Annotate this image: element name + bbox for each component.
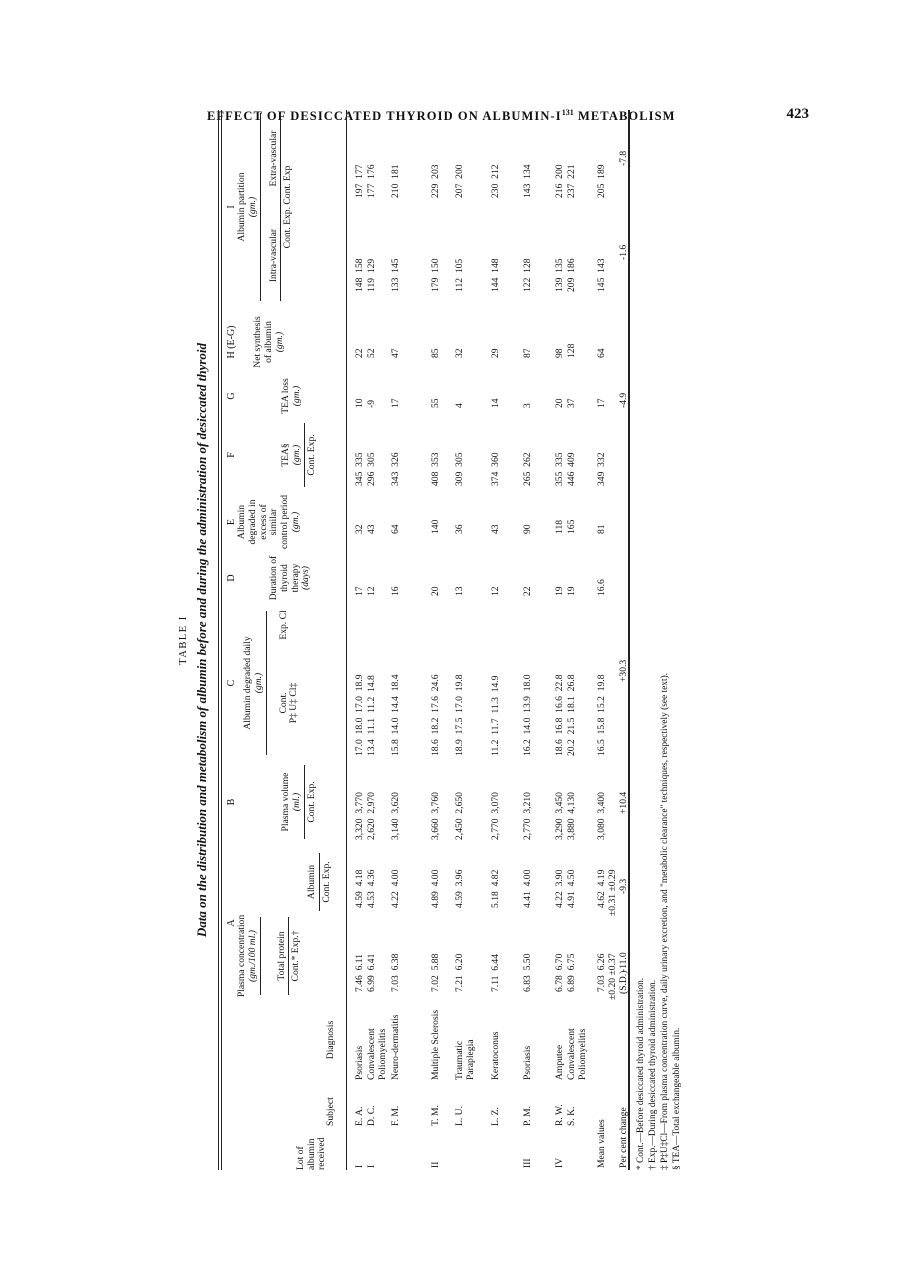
table-cell-tp: 7.02 5.88 <box>430 953 441 992</box>
table-cell-subject: T. M. <box>430 1105 441 1126</box>
header-lot: Lot of albumin received <box>295 1137 328 1170</box>
mean-dur: 16.6 <box>596 579 607 596</box>
table-cell-diagnosis: Psoriasis <box>522 1045 533 1080</box>
table-cell-net: 52 <box>366 348 377 358</box>
change-alb: -9.3 <box>618 878 629 894</box>
header-i-bar <box>260 113 261 301</box>
table-cell-loss: -9 <box>366 400 377 408</box>
table-cell-lot: I <box>354 1164 365 1168</box>
header-i-bar2 <box>280 113 281 301</box>
table-cell-pv: 2,450 2,650 <box>454 792 465 840</box>
footnote-4: § TEA—Total exchangeable albumin. <box>672 1027 682 1170</box>
table-cell-diagnosis: Psoriasis <box>354 1045 365 1080</box>
table-cell-tea: 446 409 <box>566 452 577 486</box>
table-cell-excess: 36 <box>454 524 465 534</box>
table-cell-deg: 17.0 18.0 17.0 18.9 <box>354 674 365 756</box>
table-cell-intra: 133 145 <box>390 258 401 292</box>
table-cell-excess: 32 <box>354 524 365 534</box>
header-i-unit: (gm.) <box>246 196 258 218</box>
header-c-sub <box>279 608 300 758</box>
header-i-title: Albumin partition <box>236 172 248 242</box>
table-cell-tea: 265 262 <box>522 452 533 486</box>
table-cell-tea: 355 335 <box>554 452 565 486</box>
table-cell-extra: 207 200 <box>454 164 465 198</box>
header-h-title: Net synthesis of albumin <box>252 316 274 368</box>
table-cell-dur: 19 <box>566 586 577 596</box>
footnote-2: † Exp.—During desiccated thyroid administration. <box>648 979 658 1170</box>
running-head: EFFECT OF DESICCATED THYROID ON ALBUMIN-$I^{131}$ METABOLISM <box>207 108 676 124</box>
table-cell-tp: 6.83 5.50 <box>522 953 533 992</box>
table-cell-dur: 12 <box>366 586 377 596</box>
table-cell-loss: 3 <box>522 403 533 408</box>
table-cell-excess: 140 <box>430 519 441 534</box>
table-cell-net: 98 <box>554 348 565 358</box>
header-c-unit: (gm.) <box>252 672 264 694</box>
table-cell-net: 29 <box>490 348 501 358</box>
table-cell-excess: 64 <box>390 524 401 534</box>
table-cell-subject: P. M. <box>522 1106 533 1126</box>
table-cell-alb: 4.22 4.00 <box>390 869 401 908</box>
table-cell-dur: 20 <box>430 586 441 596</box>
table-cell-diagnosis: Multiple Sclerosis <box>430 1009 441 1080</box>
table-cell-diagnosis: Neuro-dermatitis <box>390 1014 401 1080</box>
table-cell-intra: 119 129 <box>366 258 377 292</box>
table-cell-pv: 3,140 3,620 <box>390 792 401 840</box>
mean-sd-label: (S.D.) <box>618 970 629 994</box>
header-b-cols: Cont. Exp. <box>305 781 317 823</box>
change-intra: -1.6 <box>618 244 629 260</box>
header-subject: Subject <box>325 1097 336 1126</box>
header-group-c <box>226 608 300 758</box>
table-cell-intra: 122 128 <box>522 258 533 292</box>
mean-tp: 7.03 6.26 <box>596 953 607 992</box>
header-a-total <box>237 914 332 998</box>
mean-extra: 205 189 <box>596 164 607 198</box>
header-a-alb <box>237 850 332 914</box>
table-cell-alb: 4.53 4.36 <box>366 869 377 908</box>
table-cell-tp: 7.11 6.44 <box>490 953 501 992</box>
header-group-i <box>226 110 294 304</box>
header-h-letter: H (E-G) <box>226 325 237 359</box>
table-cell-subject: L. U. <box>454 1106 465 1126</box>
header-e-letter: E <box>226 518 237 526</box>
table-cell-loss: 20 <box>554 398 565 408</box>
rotated-table <box>178 110 738 1170</box>
header-c-title: Albumin degraded daily <box>242 636 254 730</box>
header-a-bar3 <box>319 853 320 911</box>
table-cell-net: 22 <box>354 348 365 358</box>
table-cell-diagnosis: Convalescent Poliomyelitis <box>566 1028 589 1080</box>
table-cell-deg: 20.2 21.5 18.1 26.8 <box>566 674 577 756</box>
table-cell-extra: 143 134 <box>522 164 533 198</box>
header-f-cols: Cont. Exp. <box>305 434 317 476</box>
header-diagnosis: Diagnosis <box>325 1020 336 1060</box>
header-g-unit: (gm.) <box>290 385 302 407</box>
change-tea: -4.9 <box>618 392 629 408</box>
header-group-a <box>226 848 333 998</box>
table-cell-tp: 7.21 6.20 <box>454 953 465 992</box>
table-cell-loss: 4 <box>454 403 465 408</box>
mean-alb-sd: ±0.31 ±0.29 <box>607 869 618 916</box>
header-b-title: Plasma volume <box>280 772 292 832</box>
header-group-b <box>226 762 317 842</box>
table-cell-alb: 4.91 4.50 <box>566 869 577 908</box>
table-cell-loss: 37 <box>566 398 577 408</box>
header-i-intra: Intra-vascular <box>267 228 279 283</box>
table-cell-intra: 209 186 <box>566 258 577 292</box>
header-b-unit: (ml.) <box>290 792 302 812</box>
table-cell-intra: 112 105 <box>454 258 465 292</box>
table-cell-diagnosis: Keratoconus <box>490 1031 501 1080</box>
mean-label: Mean values <box>596 1119 607 1168</box>
table-cell-alb: 4.89 4.00 <box>430 869 441 908</box>
header-i-cols: Cont. Exp. Cont. Exp <box>282 165 294 249</box>
header-c-letter: C <box>226 679 237 687</box>
table-cell-tea: 345 335 <box>354 452 365 486</box>
mean-tp-sd: ±0.20 ±0.37 <box>607 953 618 1000</box>
header-a-title: Plasma concentration <box>236 914 248 998</box>
mean-excess: 81 <box>596 524 607 534</box>
mean-deg: 16.5 15.8 15.2 19.8 <box>596 674 607 756</box>
header-h-unit: (gm.) <box>273 331 285 353</box>
table-cell-lot: I <box>366 1164 377 1168</box>
table-cell-subject: S. K. <box>566 1106 577 1126</box>
table-cell-loss: 10 <box>354 398 365 408</box>
table-cell-tea: 408 353 <box>430 452 441 486</box>
top-rule <box>218 110 219 1170</box>
table-cell-dur: 19 <box>554 586 565 596</box>
table-cell-subject: E. A. <box>354 1106 365 1126</box>
change-label: Per cent change <box>618 1107 629 1168</box>
table-cell-intra: 179 150 <box>430 258 441 292</box>
change-extra: -7.8 <box>618 150 629 166</box>
header-e-unit: (gm.) <box>289 511 301 533</box>
table-cell-extra: 177 176 <box>366 164 377 198</box>
table-cell-tea: 374 360 <box>490 452 501 486</box>
table-cell-pv: 3,660 3,760 <box>430 792 441 840</box>
header-a-sub <box>237 848 332 998</box>
table-cell-tea: 309 305 <box>454 452 465 486</box>
header-a-sub2: Albumin <box>306 864 318 900</box>
table-cell-lot: IV <box>554 1157 565 1168</box>
table-cell-extra: 229 203 <box>430 164 441 198</box>
header-a-sub1-cols: Cont.* Exp.† <box>290 930 302 982</box>
table-cell-alb: 4.41 4.00 <box>522 869 533 908</box>
table-name: TABLE I <box>178 615 189 665</box>
header-group-h <box>226 312 285 372</box>
page-number: 423 <box>786 106 809 122</box>
mean-alb: 4.62 4.19 <box>596 869 607 908</box>
header-a-sub2-cols: Cont. Exp. <box>320 861 332 903</box>
table-cell-excess: 43 <box>366 524 377 534</box>
header-i-extra: Extra-vascular <box>267 130 279 187</box>
table-cell-pv: 3,320 3,770 <box>354 792 365 840</box>
change-tp: -11.0 <box>618 952 629 972</box>
table-cell-intra: 139 135 <box>554 258 565 292</box>
change-pv: +10.4 <box>618 791 629 814</box>
table-cell-dur: 17 <box>354 586 365 596</box>
table-cell-dur: 12 <box>490 586 501 596</box>
mean-loss: 17 <box>596 398 607 408</box>
header-g-letter: G <box>226 392 237 400</box>
table-cell-intra: 148 158 <box>354 258 365 292</box>
table-cell-tp: 7.03 6.38 <box>390 953 401 992</box>
header-a-unit: (gm./100 ml.) <box>246 930 258 982</box>
mean-tea: 349 332 <box>596 452 607 486</box>
header-d-unit: (days) <box>300 566 312 590</box>
header-c-exp: Exp. Cl <box>277 610 289 640</box>
table-cell-tp: 7.46 6.11 <box>354 953 365 992</box>
table-cell-pv: 3,880 4,130 <box>566 792 577 840</box>
table-cell-loss: 55 <box>430 398 441 408</box>
table-cell-subject: D. C. <box>366 1105 377 1126</box>
header-b-bar <box>304 765 305 839</box>
table-cell-deg: 18.6 16.8 16.6 22.8 <box>554 674 565 756</box>
table-cell-tea: 296 305 <box>366 452 377 486</box>
table-cell-extra: 197 177 <box>354 164 365 198</box>
header-g-title: TEA loss <box>280 378 292 414</box>
header-c-bar <box>266 611 267 755</box>
table-cell-deg: 18.9 17.5 17.0 19.8 <box>454 674 465 756</box>
header-f-letter: F <box>226 452 237 458</box>
header-c-cont-block <box>279 648 300 758</box>
header-rule <box>346 110 347 1170</box>
table-cell-loss: 17 <box>390 398 401 408</box>
table-cell-dur: 22 <box>522 586 533 596</box>
header-f-unit: (gm.) <box>290 444 302 466</box>
table-cell-deg: 11.2 11.7 11.3 14.9 <box>490 675 501 756</box>
header-group-f <box>226 420 317 490</box>
table-cell-intra: 144 148 <box>490 258 501 292</box>
table-cell-tp: 6.78 6.70 <box>554 953 565 992</box>
table-cell-extra: 237 221 <box>566 164 577 198</box>
table-cell-tp: 6.99 6.41 <box>366 953 377 992</box>
footnote-3: ‡ P‡U‡Cl—From plasma concentration curve, daily urinary excretion, and "metabolic clearance" techniques, respectively (see text). <box>660 672 670 1170</box>
table-cell-diagnosis: Amputee <box>554 1044 565 1080</box>
table-cell-deg: 16.2 14.0 13.9 18.0 <box>522 674 533 756</box>
header-d-letter: D <box>226 574 237 582</box>
table-cell-excess: 118 <box>554 519 565 534</box>
table-cell-alb: 4.59 4.18 <box>354 869 365 908</box>
mean-pv: 3,080 3,400 <box>596 792 607 840</box>
bottom-rule <box>628 110 630 1170</box>
table-cell-net: 87 <box>522 348 533 358</box>
header-a-sub1: Total protein <box>275 931 287 981</box>
table-cell-subject: F. M. <box>390 1105 401 1126</box>
header-f-bar <box>304 423 305 487</box>
table-cell-alb: 4.22 3.90 <box>554 869 565 908</box>
header-a-letter: A <box>226 919 237 927</box>
table-cell-pv: 3,290 3,450 <box>554 792 565 840</box>
table-cell-extra: 210 181 <box>390 164 401 198</box>
table-cell-excess: 43 <box>490 524 501 534</box>
table-cell-diagnosis: Convalescent Poliomyelitis <box>366 1028 389 1080</box>
table-cell-diagnosis: Traumatic Paraplegia <box>454 1039 477 1080</box>
header-b-letter: B <box>226 798 237 806</box>
table-cell-alb: 4.59 3.96 <box>454 869 465 908</box>
table-cell-net: 32 <box>454 348 465 358</box>
table-cell-lot: II <box>430 1161 441 1168</box>
header-group-e <box>226 494 302 550</box>
header-d-title: Duration of thyroid therapy <box>268 555 301 601</box>
table-cell-dur: 16 <box>390 586 401 596</box>
header-c-cols: P‡ U‡ Cl‡ <box>288 682 300 724</box>
header-a-bar <box>260 917 261 995</box>
table-cell-deg: 18.6 18.2 17.6 24.6 <box>430 674 441 756</box>
table-cell-loss: 14 <box>490 398 501 408</box>
header-i-sub <box>269 110 280 304</box>
table-cell-pv: 2,620 2,970 <box>366 792 377 840</box>
header-a-bar2 <box>288 917 289 995</box>
header-f-title: TEA§ <box>280 443 292 467</box>
table-cell-deg: 15.8 14.0 14.4 18.4 <box>390 674 401 756</box>
table-cell-subject: L. Z. <box>490 1107 501 1126</box>
table-cell-extra: 216 200 <box>554 164 565 198</box>
table-cell-pv: 2,770 3,210 <box>522 792 533 840</box>
table-cell-net: 47 <box>390 348 401 358</box>
header-c-cont: Cont. <box>277 692 289 714</box>
change-deg: +30.3 <box>618 659 629 682</box>
header-e-title: Albumin degraded in excess of similar control period <box>236 494 291 550</box>
mean-net: 64 <box>596 348 607 358</box>
table-cell-pv: 2,770 3,070 <box>490 792 501 840</box>
table-cell-deg: 13.4 11.1 11.2 14.8 <box>366 675 377 756</box>
header-group-d <box>226 552 312 604</box>
table-cell-alb: 5.18 4.82 <box>490 869 501 908</box>
table-cell-subject: R. W. <box>554 1104 565 1126</box>
table-cell-net: 128 <box>566 343 577 358</box>
table-cell-excess: 90 <box>522 524 533 534</box>
table-cell-net: 85 <box>430 348 441 358</box>
header-i-letter: I <box>226 205 237 209</box>
table-cell-extra: 230 212 <box>490 164 501 198</box>
table-cell-dur: 13 <box>454 586 465 596</box>
table-caption: Data on the distribution and metabolism of albumin before and during the administration of desiccated thyroid <box>194 342 209 938</box>
footnote-1: * Cont.—Before desiccated thyroid administration. <box>636 977 646 1170</box>
mean-intra: 145 143 <box>596 258 607 292</box>
header-group-g <box>226 376 303 416</box>
top-rule-2 <box>221 110 222 1170</box>
table-cell-tp: 6.89 6.75 <box>566 953 577 992</box>
table-cell-lot: III <box>522 1158 533 1168</box>
table-cell-excess: 165 <box>566 519 577 534</box>
table-cell-tea: 343 326 <box>390 452 401 486</box>
